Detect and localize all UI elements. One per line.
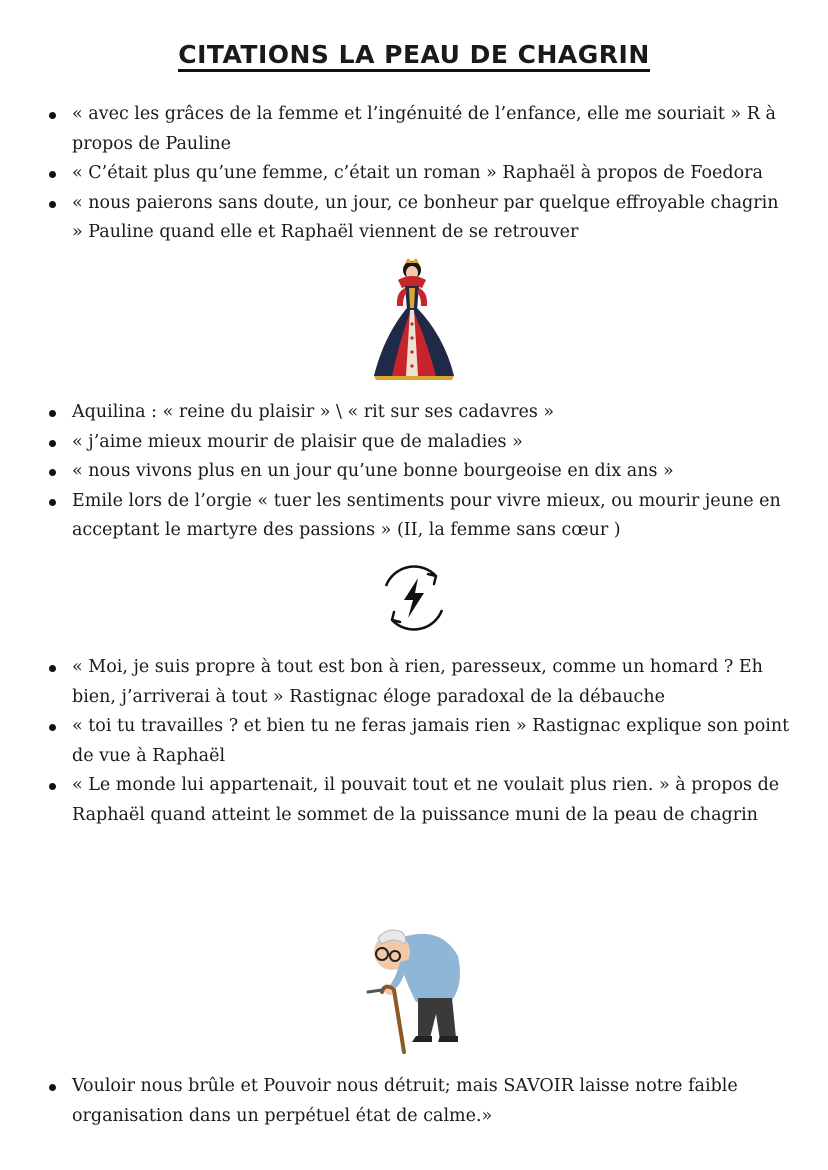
queen-sleeve-left (397, 288, 407, 306)
list-item: « C’était plus qu’une femme, c’était un roman » Raphaël à propos de Foedora (46, 159, 791, 189)
old-man-with-cane-illustration (360, 922, 470, 1056)
cane-icon (394, 990, 404, 1052)
list-item: « avec les grâces de la femme et l’ingénuité de l’enfance, elle me souriait » R à propos de Pauline (46, 100, 791, 159)
page-title (0, 40, 828, 69)
old-man-shirt (400, 934, 460, 1002)
page-title-text: CITATIONS LA PEAU DE CHAGRIN (178, 40, 650, 72)
cycle-arc-bottom (392, 610, 442, 629)
old-man-trousers (418, 998, 456, 1040)
cycle-arrow-top (428, 574, 436, 584)
queen-heart-2 (410, 336, 413, 339)
list-item: « nous vivons plus en un jour qu’une bonne bourgeoise en dix ans » (46, 457, 791, 487)
cycle-arrow-bottom (392, 612, 400, 622)
old-man-hand-shadow (368, 990, 382, 992)
list-item: Aquilina : « reine du plaisir » \ « rit sur ses cadavres » (46, 398, 791, 428)
quote-list-savoir (46, 1072, 791, 1131)
quote-list-orgie (46, 398, 791, 546)
list-item: « Le monde lui appartenait, il pouvait tout et ne voulait plus rien. » à propos de Raphaël quand atteint le sommet de la puissance muni de la peau de chagrin (46, 771, 791, 830)
quote-list-rastignac (46, 653, 791, 830)
crown-icon (405, 258, 419, 263)
queen-illustration (370, 258, 458, 384)
list-item: « nous paierons sans doute, un jour, ce bonheur par quelque effroyable chagrin » Pauline quand elle et Raphaël viennent de se retrouver (46, 189, 791, 248)
old-man-shoe-right (438, 1036, 458, 1042)
lightning-cycle-icon (374, 560, 454, 636)
glasses-bridge (388, 954, 390, 955)
queen-heart-3 (410, 350, 413, 353)
list-item: « toi tu travailles ? et bien tu ne feras jamais rien » Rastignac explique son point de vue à Raphaël (46, 712, 791, 771)
queen-heart-1 (410, 322, 413, 325)
list-item: « Moi, je suis propre à tout est bon à rien, paresseux, comme un homard ? Eh bien, j’arriverai à tout » Rastignac éloge paradoxal de la débauche (46, 653, 791, 712)
queen-skirt-hem (374, 376, 454, 380)
list-item: Vouloir nous brûle et Pouvoir nous détruit; mais SAVOIR laisse notre faible organisation dans un perpétuel état de calme.» (46, 1072, 791, 1131)
lightning-bolt-icon (404, 578, 424, 618)
queen-heart-4 (410, 364, 413, 367)
queen-sleeve-right (417, 288, 427, 306)
cycle-arc-top (386, 567, 436, 586)
quote-list-pauline-foedora (46, 100, 791, 248)
old-man-shoe-left (412, 1036, 432, 1042)
list-item: « j’aime mieux mourir de plaisir que de maladies » (46, 428, 791, 458)
queen-bodice-trim (409, 288, 415, 308)
list-item: Emile lors de l’orgie « tuer les sentiments pour vivre mieux, ou mourir jeune en acceptant le martyre des passions » (II, la femme sans cœur ) (46, 487, 791, 546)
